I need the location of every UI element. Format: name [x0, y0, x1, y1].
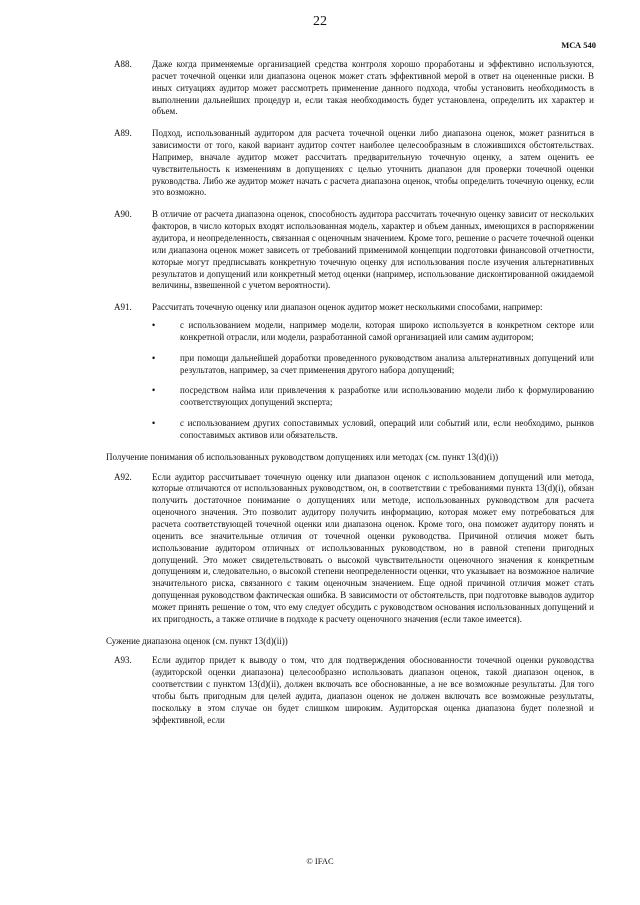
paragraph-text: Подход, использованный аудитором для расчета точечной оценки либо диапазона оценок, может разниться в зависимости от того, какой вариант аудитор сочтет наиболее целесообразным в сложившихся обстоятельствах. Например, вначале аудитор может рассчитать предварительную точечную оценку, а затем оценить ее чувствительность к изменениям в допущениях с целью уточнить диапазон для проверки точечной оценки руководства. Либо же аудитор может начать с расчета диапазона оценок, чтобы определить точечную оценку, если это возможно.: [152, 128, 594, 198]
paragraph-text: Если аудитор придет к выводу о том, что для подтверждения обоснованности точечной оценки руководства (аудиторской оценки диапазона) целесообразно использовать диапазон оценок, такой диапазон оценок, в соответствии с пунктом 13(d)(ii), должен включать все обоснованные, а не все возможные результаты. Для того чтобы быть пригодным для целей аудита, диапазон оценок не должен включать все возможные результаты, поскольку в этом случае он будет слишком широким. Аудиторская оценка диапазона будет полезной и эффективной, если: [152, 655, 594, 725]
list-item: [114, 320, 594, 344]
paragraph-text: Рассчитать точечную оценку или диапазон оценок аудитор может несколькими способами, например:: [152, 302, 543, 313]
list-item: [114, 353, 594, 377]
list-item-text: с использованием других сопоставимых условий, операций или событий или, если необходимо, рынков сопоставимых активов или обязательств.: [180, 418, 594, 440]
paragraph-a93: [114, 655, 594, 726]
paragraph-a89: [114, 128, 594, 199]
bullet-icon: •: [152, 320, 156, 331]
paragraph-text: В отличие от расчета диапазона оценок, способность аудитора рассчитать точечную оценку зависит от нескольких факторов, в число которых входят использованная модель, характер и объем данных, имеющихся в распоряжении аудитора, и неопределенность, связанная с оценочным значением. Кроме того, решение о расчете точечной оценки или диапазона оценок может зависеть от требований применимой концепции подготовки финансовой отчетности, которые могут предписывать конкретную точечную оценку для использования после изучения альтернативных результатов и допущений или конкретный метод оценки (например, использование дисконтированной ожидаемой величины, взвешенной с учетом вероятности).: [152, 209, 594, 291]
document-code: МСА 540: [561, 40, 596, 50]
paragraph-a88: [114, 59, 594, 118]
paragraph-number: A90.: [114, 209, 132, 220]
list-item-text: при помощи дальнейшей доработки проведенного руководством анализа альтернативных допущений или результатов, например, за счет применения другого набора допущений;: [180, 352, 594, 375]
bullet-icon: •: [152, 385, 156, 396]
paragraph-number: A88.: [114, 59, 132, 69]
bullet-list: [114, 320, 594, 442]
paragraph-number: A93.: [114, 655, 132, 666]
list-item: [114, 385, 594, 409]
paragraph-text: Если аудитор рассчитывает точечную оценку или диапазон оценок с использованием допущений или метода, которые отличаются от использованных руководством, он, в соответствии с требованиями пункта 13(d)(i), обязан получить достаточное понимание о допущениях или методе, использованных руководством для расчета оценочного значения. Это позволит аудитору получить информацию, которая может ему потребоваться для расчета соответствующей точечной оценки или диапазона оценок. Кроме того, она поможет аудитору понять и оценить все значительные отличия от точечной оценки руководства. Причиной отличия может быть использование аудитором отличных от использованных руководством, но в равной степени пригодных допущений. Это может свидетельствовать о высокой чувствительности оценочного значения к конкретным допущениям и, следовательно, о высокой степени неопределенности оценки, что указывает на возможное наличие значительного риска, связанного с таким оценочным значением. Еще одной причиной отличия может стать допущенная руководством фактическая ошибка. В зависимости от обстоятельств, при подготовке выводов аудитор может принять решение о том, что ему следует обсудить с руководством основания использованных допущений и их пригодность, а также отличие в подходе к расчету оценочного значения (если такое имеется).: [152, 471, 594, 624]
paragraph-text: Даже когда применяемые организацией средства контроля хорошо проработаны и эффективно используются, расчет точечной оценки или диапазона оценок может стать эффективной мерой в ответ на оцененные риски. В иных ситуациях аудитор может рассмотреть применение данного подхода, чтобы установить необходимость в выполнении дальнейших процедур и, если такая необходимость будет установлена, определить их характер и объем.: [152, 59, 594, 117]
paragraph-number: A91.: [114, 302, 132, 313]
section-heading: Получение понимания об использованных руководством допущениях или методах (см. пункт 13(d)(i)): [106, 451, 499, 462]
paragraph-number: A92.: [114, 471, 132, 482]
page-number: 22: [313, 14, 327, 29]
list-item-text: посредством найма или привлечения к разработке или использованию модели либо к формулированию соответствующих допущений эксперта;: [180, 385, 594, 408]
list-item-text: с использованием модели, например модели, которая широко используется в конкретном секторе или конкретной отрасли, или модели, разработанной самой организацией или самим аудитором;: [180, 320, 594, 342]
footer-copyright: © IFAC: [306, 856, 334, 866]
bullet-icon: •: [152, 352, 156, 363]
paragraph-a90: [114, 209, 594, 292]
bullet-icon: •: [152, 418, 156, 429]
paragraph-a92: [114, 472, 594, 626]
document-body: [106, 59, 594, 727]
section-heading: Сужение диапазона оценок (см. пункт 13(d)(ii)): [106, 635, 288, 646]
paragraph-a91: [114, 302, 594, 314]
paragraph-number: A89.: [114, 128, 132, 139]
list-item: [114, 418, 594, 442]
